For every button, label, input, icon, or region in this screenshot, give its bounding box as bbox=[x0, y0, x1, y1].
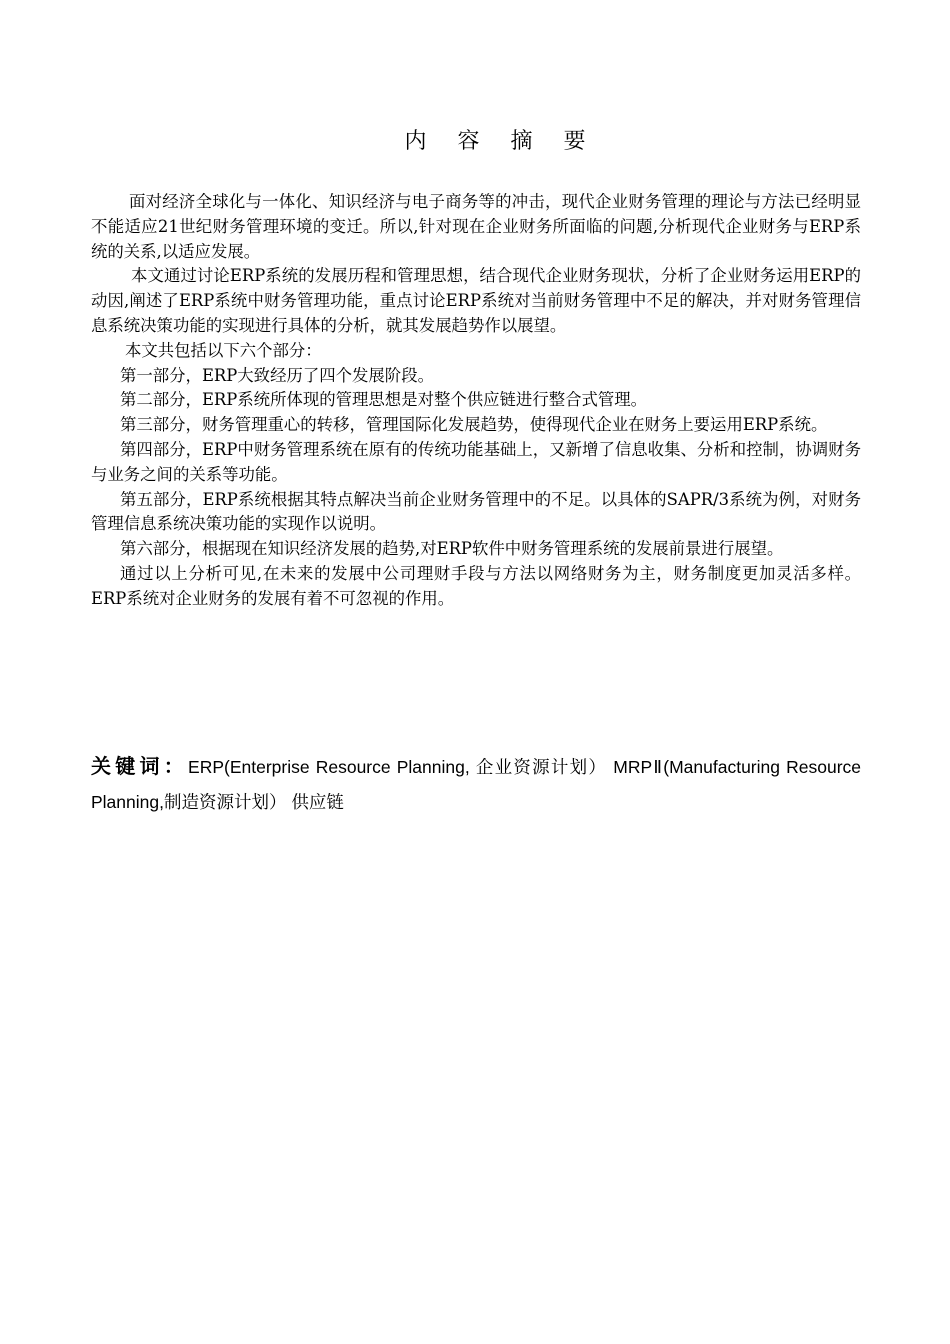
paragraph-conclusion: 通过以上分析可见,在未来的发展中公司理财手段与方法以网络财务为主，财务制度更加灵活多样。ERP系统对企业财务的发展有着不可忽视的作用。 bbox=[91, 563, 861, 608]
paragraph-outline: 本文共包括以下六个部分： bbox=[125, 340, 322, 360]
paragraph-part-2: 第二部分，ERP系统所体现的管理思想是对整个供应链进行整合式管理。 bbox=[120, 390, 648, 410]
keywords-section bbox=[91, 750, 861, 820]
paragraph-part-1: 第一部分，ERP大致经历了四个发展阶段。 bbox=[120, 365, 434, 385]
page-title: 内 容 摘 要 bbox=[404, 129, 598, 154]
keywords-label: 关键词： bbox=[91, 756, 189, 778]
paragraph-part-6: 第六部分，根据现在知识经济发展的趋势,对ERP软件中财务管理系统的发展前景进行展望。 bbox=[120, 539, 784, 559]
paragraph-summary: 本文通过讨论ERP系统的发展历程和管理思想，结合现代企业财务现状，分析了企业财务运用ERP的动因,阐述了ERP系统中财务管理功能，重点讨论ERP系统对当前财务管理中不足的解决，并对财务管理信息系统决策功能的实现进行具体的分析，就其发展趋势作以展望。 bbox=[91, 266, 861, 335]
keywords-text: ERP(Enterprise Resource Planning, 企业资源计划） MRPⅡ(Manufacturing Resource Planning,制造资源计划） 供应链 bbox=[91, 757, 861, 812]
paragraph-part-4: 第四部分，ERP中财务管理系统在原有的传统功能基础上，又新增了信息收集、分析和控制，协调财务与业务之间的关系等功能。 bbox=[91, 439, 861, 484]
paragraph-part-3: 第三部分，财务管理重心的转移，管理国际化发展趋势，使得现代企业在财务上要运用ERP系统。 bbox=[120, 415, 828, 435]
paragraph-intro: 面对经济全球化与一体化、知识经济与电子商务等的冲击，现代企业财务管理的理论与方法已经明显不能适应21世纪财务管理环境的变迁。所以,针对现在企业财务所面临的问题,分析现代企业财务与ERP系统的关系,以适应发展。 bbox=[91, 192, 861, 261]
abstract-body bbox=[91, 190, 861, 612]
paragraph-part-5: 第五部分，ERP系统根据其特点解决当前企业财务管理中的不足。以具体的SAPR/3系统为例，对财务管理信息系统决策功能的实现作以说明。 bbox=[91, 489, 861, 534]
